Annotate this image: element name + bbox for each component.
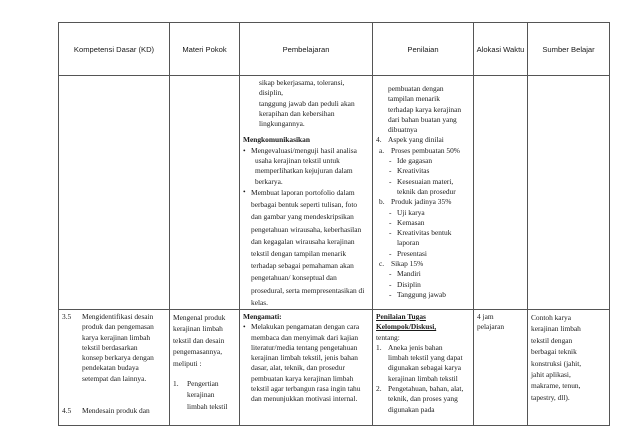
list-item: • Membuat laporan portofolio dalam berbagai bentuk seperti tulisan, foto dan gambar yang mendeskripsikan pengetahuan wirausaha, keberhasilan dan kegagalan wirausaha kerajinan tekstil dengan tampilan menarik terhadap sebagai pemahaman akan pengetahuan/ konseptual dan prosedural, serta mempresentasikan di kelas. (243, 187, 369, 309)
cell-alokasi: 4 jam pelajaran (474, 310, 528, 426)
list-item: - Uji karya (389, 207, 425, 217)
list-item: - Disiplin (389, 279, 421, 289)
table-row-3-5 (59, 310, 610, 426)
list-item: - Tanggung jawab (389, 289, 446, 299)
aspect-a: a. Proses pembuatan 50% (379, 145, 460, 155)
mengkomunikasikan-heading: Mengkomunikasikan (243, 135, 310, 145)
mengamati-heading: Mengamati: (243, 312, 282, 321)
materi-item: 1. Pengertian kerajinan limbah tekstil (173, 379, 228, 411)
list-item: - Kemasan (389, 217, 425, 227)
list-item: - Kesesuaian materi, teknik dan prosedur (389, 176, 456, 196)
bullet-icon: • (243, 145, 246, 155)
cell-sumber: Contoh karya kerajinan limbah tekstil dengan berbagai teknik konstruksi (jahit, jahit aplikasi, makrame, tenun, tapestry, dll). (528, 310, 610, 426)
cell-sumber-empty (528, 76, 610, 310)
header-row (59, 23, 610, 76)
cell-alokasi-empty (474, 76, 528, 310)
cell-materi-empty (170, 76, 240, 310)
cell-penilaian (373, 76, 474, 310)
header-alokasi: Alokasi Waktu (474, 23, 528, 76)
header-sumber: Sumber Belajar (528, 23, 610, 76)
kd-4-5: 4.5 Mendesain produk dan (62, 406, 150, 416)
bullet-icon: • (243, 186, 246, 196)
cell-penilaian-2: Penilaian Tugas Kelompok/Diskusi, tentang: 1. Aneka jenis bahan limbah tekstil yang dapat digunakan sebagai karya kerajinan limbah tekstil 2. Pengetahuan, bahan, alat, teknik, dan proses yang digunakan pada (373, 310, 474, 426)
kd-3-5: 3.5 Mengidentifikasi desain produk dan pengemasan karya kerajinan limbah tekstil berdasarkan konsep berkarya dengan pendekatan budaya setempat dan lainnya. (62, 312, 154, 383)
cell-pembelajaran-2 (240, 310, 373, 426)
list-item: - Mandiri (389, 269, 421, 279)
syllabus-table (58, 22, 610, 426)
aspect-c: c. Sikap 15% (379, 259, 424, 269)
list-item: - Kreativitas (389, 166, 430, 176)
penilaian-continued: pembuatan dengan tampilan menarik terhadap karya kerajinan dari bahan buatan yang dibuatnya (388, 84, 462, 135)
list-item: • Melakukan pengamatan dengan cara membaca dan menyimak dari kajian literatur/media tentang pengetahuan kerajinan limbah tekstil, jenis bahan dasar, alat, teknik, dan prosedur pembuatan karya kerajinan limbah tekstil agar terbangun rasa ingin tahu dan menunjukkan motivasi internal. (243, 322, 361, 404)
list-item: 1. Aneka jenis bahan limbah tekstil yang dapat digunakan sebagai karya kerajinan limbah tekstil (376, 342, 463, 383)
aspect-item: 4. Aspek yang dinilai (376, 135, 444, 145)
bullet-icon: • (243, 322, 246, 332)
header-penilaian: Penilaian (373, 23, 474, 76)
list-item: - Kreativitas bentuk laporan (389, 228, 452, 248)
cell-kd-empty (59, 76, 170, 310)
pembelajaran-continued: sikap bekerjasama, toleransi, disiplin, tanggung jawab dan peduli akan kerapihan dan kebersihan lingkungannya. (259, 78, 355, 129)
list-item: - Presentasi (389, 248, 427, 258)
cell-materi: Mengenal produk kerajinan limbah tekstil dan desain pengemasannya, meliputi : 1. Pengertian kerajinan limbah tekstil (170, 310, 240, 426)
header-materi: Materi Pokok (170, 23, 240, 76)
list-item: 2. Pengetahuan, bahan, alat, teknik, dan proses yang digunakan pada (376, 384, 464, 414)
header-pembelajaran: Pembelajaran (240, 23, 373, 76)
aspect-b: b. Produk jadinya 35% (379, 197, 452, 207)
list-item: - Ide gagasan (389, 156, 433, 166)
table-row-continued (59, 76, 610, 310)
cell-kompetensi (59, 310, 170, 426)
header-kompetensi: Kompetensi Dasar (KD) (59, 23, 170, 76)
list-item: • Mengevaluasi/menguji hasil analisa usaha kerajinan tekstil untuk memperlihatkan kejujuran dalam berkarya. (243, 145, 357, 186)
penilaian-heading: Penilaian Tugas Kelompok/Diskusi, (376, 312, 437, 332)
cell-pembelajaran (240, 76, 373, 310)
